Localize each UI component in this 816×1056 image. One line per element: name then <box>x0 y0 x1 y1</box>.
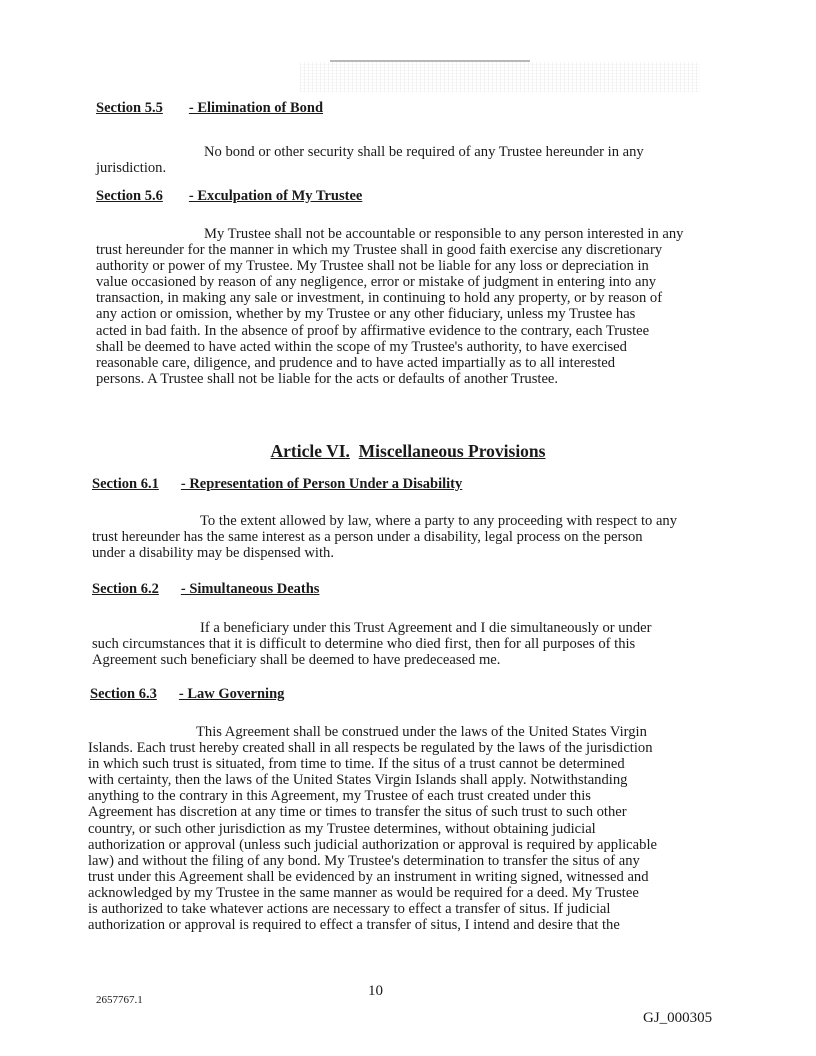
text-line: acted in bad faith. In the absence of proof by affirmative evidence to the contrary, each Trustee <box>96 322 650 339</box>
text-line: country, or such other jurisdiction as my Trustee determines, without obtaining judicial <box>88 820 596 837</box>
article-label: Article VI. <box>270 441 350 461</box>
section-title: - Law Governing <box>178 686 285 702</box>
bates-number: GJ_000305 <box>643 1010 713 1026</box>
text-line: under a disability may be dispensed with. <box>92 545 334 562</box>
section-number: Section 5.6 <box>96 188 163 204</box>
paragraph-6-2 <box>92 620 692 668</box>
text-line: any action or omission, whether by my Trustee or any other fiduciary, unless my Trustee has <box>96 306 636 323</box>
text-line: trust hereunder for the manner in which my Trustee shall in good faith exercise any discretionary <box>96 242 663 259</box>
article-heading <box>0 441 816 462</box>
paragraph-5-6 <box>96 226 721 387</box>
text-line: anything to the contrary in this Agreement, my Trustee of each trust created under this <box>88 788 591 805</box>
text-line: trust hereunder has the same interest as a person under a disability, legal process on the person <box>92 529 643 546</box>
text-line: To the extent allowed by law, where a party to any proceeding with respect to any <box>200 513 678 529</box>
paragraph-6-3 <box>88 724 716 933</box>
section-title: - Simultaneous Deaths <box>180 581 320 597</box>
text-line: trust under this Agreement shall be evidenced by an instrument in writing signed, witnessed and <box>88 868 649 885</box>
text-line: authority or power of my Trustee. My Trustee shall not be liable for any loss or depreciation in <box>96 258 649 275</box>
text-line: acknowledged by my Trustee in the same manner as would be required for a deed. My Trustee <box>88 884 639 901</box>
paragraph-6-1 <box>92 513 717 561</box>
text-line: Agreement such beneficiary shall be deemed to have predeceased me. <box>92 652 501 669</box>
text-line: Agreement has discretion at any time or times to transfer the situs of such trust to such other <box>88 804 627 821</box>
page-number: 10 <box>368 983 383 999</box>
section-title: - Elimination of Bond <box>188 100 324 116</box>
text-line: shall be deemed to have acted within the scope of my Trustee's authority, to have exercised <box>96 338 627 355</box>
section-5-5-heading <box>96 100 323 117</box>
scan-artifact <box>300 62 700 92</box>
text-line: transaction, in making any sale or investment, in continuing to hold any property, or by reason of <box>96 290 663 307</box>
text-line: authorization or approval (unless such judicial authorization or approval is required by applicable <box>88 836 657 853</box>
scan-artifact-line <box>330 60 530 62</box>
text-line: such circumstances that it is difficult to determine who died first, then for all purposes of this <box>92 636 636 653</box>
section-number: Section 6.3 <box>90 686 157 702</box>
text-line: law) and without the filing of any bond. My Trustee's determination to transfer the situs of any <box>88 852 640 869</box>
text-line: If a beneficiary under this Trust Agreement and I die simultaneously or under <box>200 620 652 636</box>
section-title: - Representation of Person Under a Disability <box>180 476 463 492</box>
section-number: Section 6.2 <box>92 581 159 597</box>
text-line: in which such trust is situated, from time to time. If the situs of a trust cannot be determined <box>88 756 625 773</box>
section-6-1-heading <box>92 476 462 493</box>
document-id: 2657767.1 <box>96 994 143 1006</box>
section-5-6-heading <box>96 188 362 205</box>
text-line: authorization or approval is required to effect a transfer of situs, I intend and desire that the <box>88 917 620 934</box>
text-line: My Trustee shall not be accountable or responsible to any person interested in any <box>204 226 684 242</box>
text-line: reasonable care, diligence, and prudence and to have acted impartially as to all interested <box>96 354 616 371</box>
paragraph-5-5 <box>96 144 716 176</box>
text-line: with certainty, then the laws of the United States Virgin Islands shall apply. Notwithstanding <box>88 772 628 789</box>
section-number: Section 6.1 <box>92 476 159 492</box>
text-line: persons. A Trustee shall not be liable for the acts or defaults of another Trustee. <box>96 370 559 387</box>
section-number: Section 5.5 <box>96 100 163 116</box>
text-line: No bond or other security shall be required of any Trustee hereunder in any <box>204 144 644 160</box>
article-title: Miscellaneous Provisions <box>358 441 546 461</box>
section-title: - Exculpation of My Trustee <box>188 188 363 204</box>
section-6-3-heading <box>90 686 284 703</box>
text-line: value occasioned by reason of any negligence, error or mistake of judgment in entering into any <box>96 274 657 291</box>
text-line: This Agreement shall be construed under the laws of the United States Virgin <box>196 724 647 740</box>
section-6-2-heading <box>92 581 319 598</box>
text-line: is authorized to take whatever actions are necessary to effect a transfer of situs. If judicial <box>88 901 611 918</box>
text-line: jurisdiction. <box>96 160 167 177</box>
text-line: Islands. Each trust hereby created shall in all respects be regulated by the laws of the jurisdiction <box>88 740 653 757</box>
